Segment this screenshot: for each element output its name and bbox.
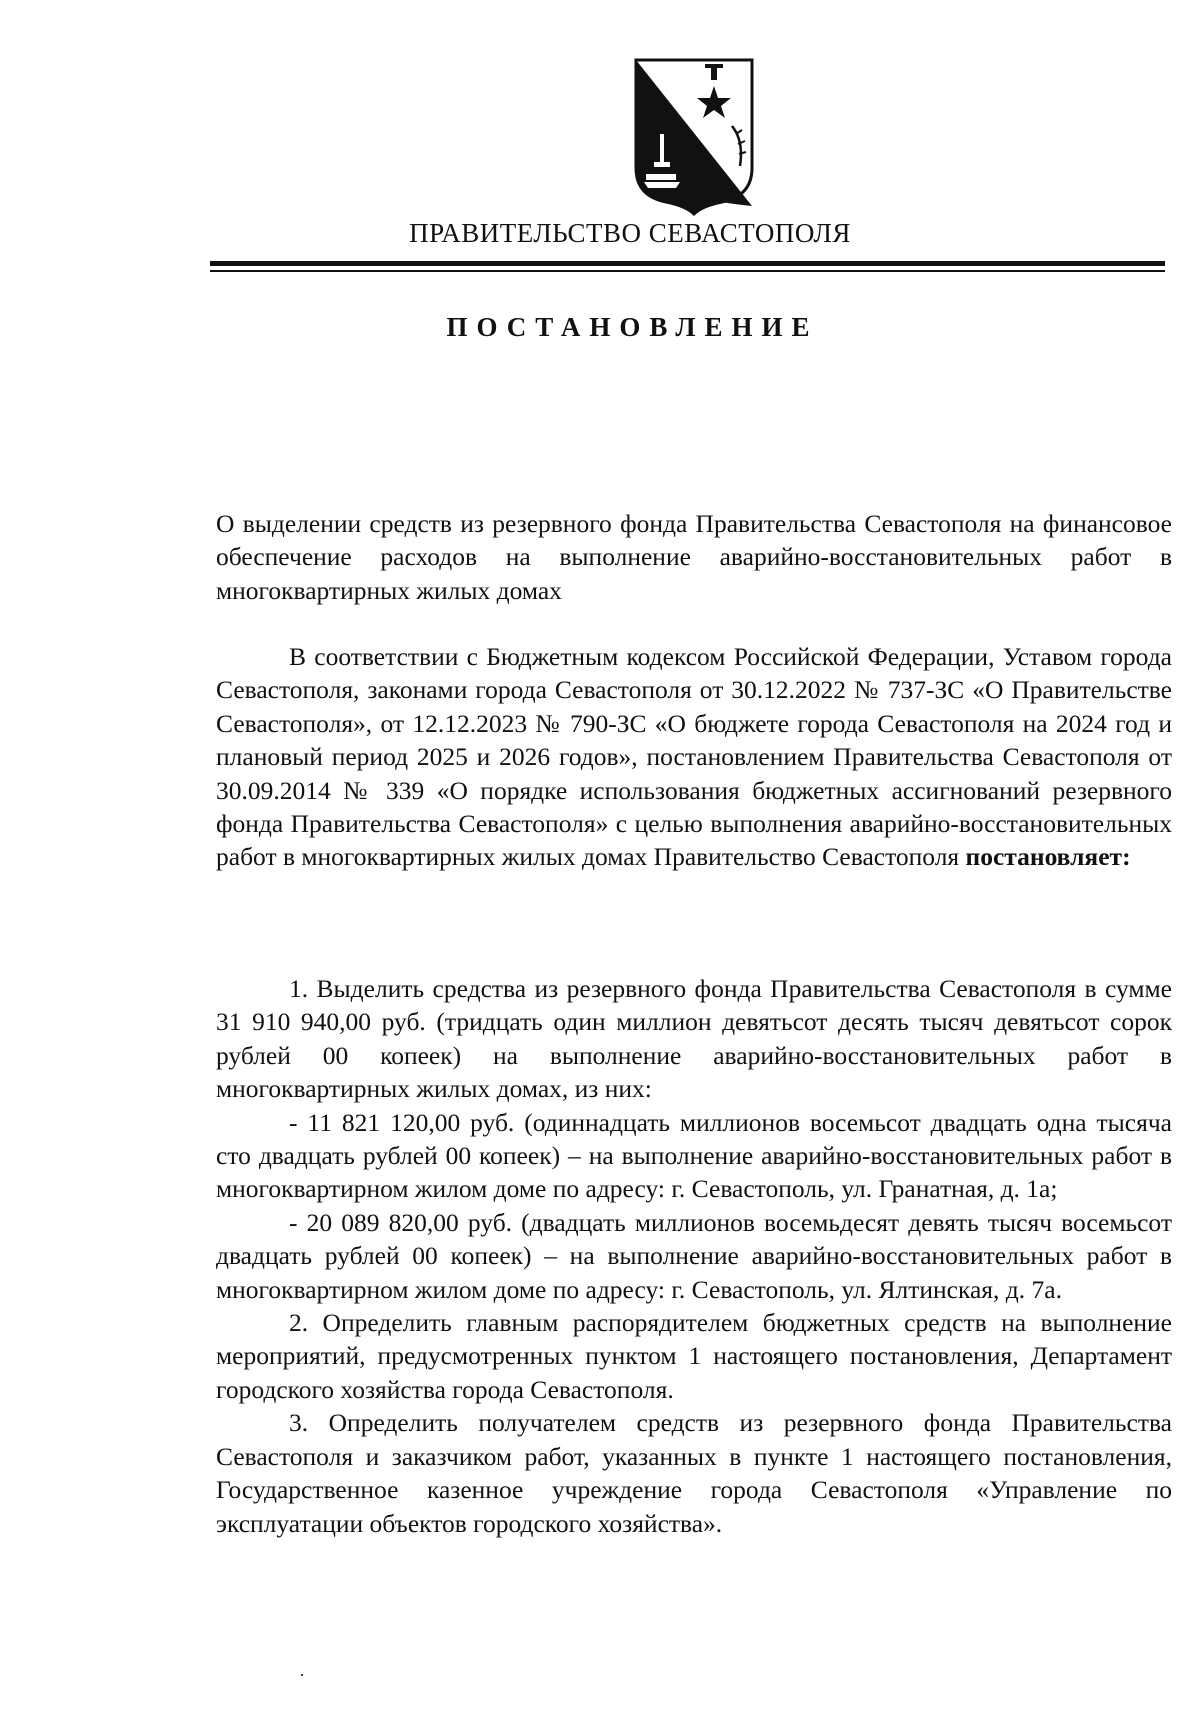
resolution-item-3: 3. Определить получателем средств из резервного фонда Правительства Севастополя и заказчиком работ, указанных в пункте 1 настоящего постановления, Государственное казенное учреждение города Севастополя «Управление по эксплуатации объектов городского хозяйства». bbox=[216, 1408, 1172, 1538]
preamble bbox=[216, 640, 1172, 874]
header-divider-thick bbox=[210, 261, 1165, 266]
preamble-paragraph bbox=[216, 640, 1172, 874]
sevastopol-coat-of-arms-icon bbox=[632, 56, 756, 216]
resolution-item-1: 1. Выделить средства из резервного фонда Правительства Севастополя в сумме 31 910 940,00 руб. (тридцать один миллион девятьсот десять тысяч девятьсот сорок рублей 00 копеек) на выполнение аварийно-восстановительных работ в многоквартирных жилых домах, из них: bbox=[216, 974, 1172, 1104]
resolves-keyword: постановляет: bbox=[965, 842, 1131, 872]
scan-speck bbox=[301, 1674, 303, 1676]
document-type-heading: ПОСТАНОВЛЕНИЕ bbox=[446, 312, 819, 342]
resolution-item-2: 2. Определить главным распорядителем бюджетных средств на выполнение мероприятий, предусмотренных пунктом 1 настоящего постановления, Департамент городского хозяйства города Севастополя. bbox=[216, 1308, 1172, 1404]
resolution-subitem-1: - 11 821 120,00 руб. (одиннадцать миллионов восемьсот двадцать одна тысяча сто двадцать рублей 00 копеек) – на выполнение аварийно-восстановительных работ в многоквартирном жилом доме по адресу: г. Севастополь, ул. Гранатная, д. 1а; bbox=[216, 1107, 1172, 1204]
preamble-text: В соответствии с Бюджетным кодексом Российской Федерации, Уставом города Севастополя, законами города Севастополя от 30.12.2022 № 737-ЗС «О Правительстве Севастополя», от 12.12.2023 № 790-ЗС «О бюджете города Севастополя на 2024 год и плановый период 2025 и 2026 годов», постановлением Правительства Севастополя от 30.09.2014 № 339 «О порядке использования бюджетных ассигнований резервного фонда Правительства Севастополя» с целью выполнения аварийно-восстановительных работ в многоквартирных жилых домах Правительство Севастополя bbox=[216, 642, 1172, 872]
header-divider-thin bbox=[210, 270, 1165, 272]
resolution-subitem-2: - 20 089 820,00 руб. (двадцать миллионов восемьдесят девять тысяч восемьсот двадцать рублей 00 копеек) – на выполнение аварийно-восстановительных работ в многоквартирном жилом доме по адресу: г. Севастополь, ул. Ялтинская, д. 7а. bbox=[216, 1207, 1172, 1304]
organization-title: ПРАВИТЕЛЬСТВО СЕВАСТОПОЛЯ bbox=[409, 218, 851, 248]
resolution-items bbox=[216, 972, 1172, 1540]
document-subject: О выделении средств из резервного фонда Правительства Севастополя на финансовое обеспечение расходов на выполнение аварийно-восстановительных работ в многоквартирных жилых домах bbox=[216, 509, 1172, 605]
